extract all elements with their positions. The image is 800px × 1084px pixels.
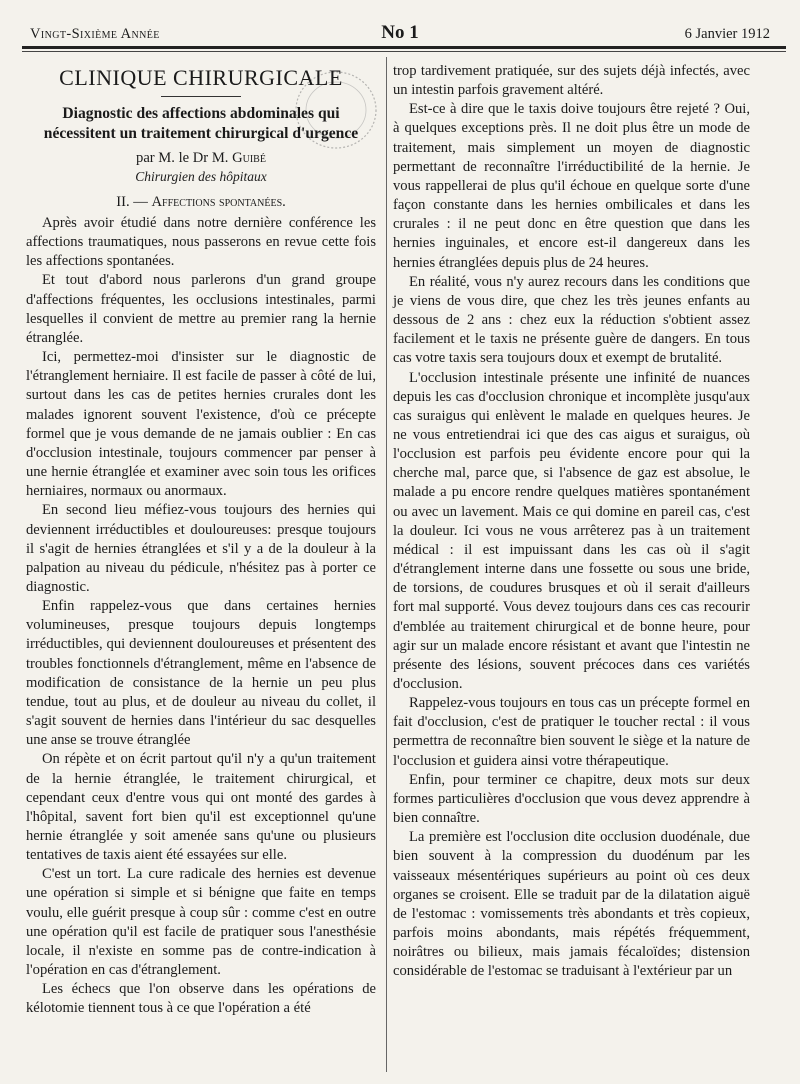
volume-label: Vingt-Sixième Année	[30, 26, 160, 42]
paragraph: Les échecs que l'on observe dans les opérations de kélotomie tiennent tous à ce que l'opération a été	[26, 981, 376, 1017]
byline-prefix: par M. le Dr	[136, 150, 209, 166]
paragraph: Enfin rappelez-vous que dans certaines hernies volumineuses, presque toujours depuis longtemps irréductibles, qui deviennent douloureuses et présentent des troubles fonctionnels d'étranglement, même en l'absence de modification de consistance de la hernie un peu plus tendue, tout au plus, et de douleur au niveau du collet, il s'agit souvent de hernies dans l'intérieur du sac desquelles une anse se trouve étranglée	[26, 598, 376, 749]
header-rule	[22, 46, 786, 49]
author-name: M. Guibé	[211, 150, 266, 166]
paragraph: C'est un tort. La cure radicale des hernies est devenue une opération si simple et si bénigne que faite en temps voulu, elle guérit presque à coup sûr : comme c'est en outre une opération qu'il est facile de pratiquer sous l'anesthésie locale, il n'existe en somme pas de contre-indication à l'opération en cas d'étranglement.	[26, 866, 376, 979]
paragraph: Est-ce à dire que le taxis doive toujours être rejeté ? Oui, à quelques exceptions près. Il ne doit plus être un mode de traitement, mais simplement un moyen de diagnostic permettant de reconnaître l'irréductibilité de la hernie. Je vous rappellerai de plus qu'il échoue en quelque sorte d'une façon constante dans les hernies ombilicales et dans les crurales : il ne peut donc en être question que dans les hernies inguinales, et encore est-il dangereux dans les hernies étranglées depuis plus de 24 heures.	[393, 101, 750, 271]
paragraph: Et tout d'abord nous parlerons d'un grand groupe d'affections fréquentes, les occlusions intestinales, parmi lesquelles il convient de mettre au premier rang la hernie étranglée.	[26, 272, 376, 346]
header-rule-thin	[22, 51, 786, 52]
paragraph: On répète et on écrit partout qu'il n'y a qu'un traitement de la hernie étranglée, le traitement chirurgical, et cependant ceux d'entre vous qui ont monté des gardes à l'hôpital, savent fort bien qu'il est exceptionnel qu'une hernie étranglée y soit amenée sans qu'une ou plusieurs tentatives de taxis aient été essayées sur elle.	[26, 751, 376, 864]
paragraph: L'occlusion intestinale présente une infinité de nuances depuis les cas d'occlusion chronique et incomplète jusqu'aux cas suraigus qui enlèvent le malade en quelques heures. Je ne vous entretiendrai ici que des cas aigus et suraigus, où l'occlusion est parfois peu évidente encore pour qui la cherche mal, parce que, si l'absence de gaz est absolue, le malade a pu encore rendre quelques matières spontanément ou avec un lavement. Mais ce qui domine en pareil cas, c'est la douleur. Ici vous ne vous arrêterez pas à un traitement médical : il est impuissant dans les cas où il s'agit d'étranglement interne dans une fossette ou sous une bride, de torsions, de coudures brusques et où il serait d'ailleurs fort mal supporté. Vous devez toujours dans ces cas recourir d'emblée au traitement chirurgical et de bonne heure, pour agir sur un malade encore résistant et avant que l'intestin ne présente des lésions, souvent précoces dans ces variétés d'occlusion.	[393, 369, 750, 692]
article-title-line-1: Diagnostic des affections abdominales qui	[62, 105, 340, 122]
section-number: II. —	[116, 194, 148, 210]
paragraph: Après avoir étudié dans notre dernière conférence les affections traumatiques, nous passerons en revue cette fois les affections spontanées.	[26, 215, 376, 270]
article-title	[26, 104, 376, 144]
paragraph: Enfin, pour terminer ce chapitre, deux mots sur deux formes particulières d'occlusion que vous devez apprendre à bien connaître.	[393, 771, 750, 827]
author-role: Chirurgien des hôpitaux	[135, 169, 267, 184]
paragraph: Rappelez-vous toujours en tous cas un précepte formel en fait d'occlusion, c'est de pratiquer le toucher rectal : il vous permettra de reconnaître bien souvent le siège et la nature de l'occlusion et guidera ainsi votre thérapeutique.	[393, 695, 750, 769]
column-divider	[386, 57, 387, 1072]
article-title-line-2: nécessitent un traitement chirurgical d'urgence	[43, 125, 359, 142]
issue-date: 6 Janvier 1912	[684, 26, 770, 42]
issue-number: No 1	[381, 22, 419, 43]
section-title: Affections spontanées.	[151, 194, 286, 210]
paragraph: trop tardivement pratiquée, sur des sujets déjà infectés, avec un intestin parfois gravement altéré.	[393, 63, 750, 99]
paragraph: Ici, permettez-moi d'insister sur le diagnostic de l'étranglement herniaire. Il est facile de passer à côté de lui, surtout dans les cas de petites hernies crurales dont les malades ignorent souvent l'existence, d'où ce précepte formel que je vous demande de ne jamais oublier : En cas d'occlusion intestinale, toujours commencer par penser à une hernie étranglée et examiner avec soin tous les orifices herniaires, normaux ou anormaux.	[26, 349, 376, 500]
paragraph: En second lieu méfiez-vous toujours des hernies qui deviennent irréductibles et douloureuses: presque toujours il s'agit de hernies étranglées et s'il y a de la douleur à la palpation au niveau du pédicule, n'hésitez pas à porter ce diagnostic.	[26, 502, 376, 595]
paragraph: La première est l'occlusion dite occlusion duodénale, due bien souvent à la compression du duodénum par les vaisseaux mésentériques supérieurs au point où ces deux organes se croisent. Elle se traduit par de la dilatation aiguë de l'estomac : vomissements très abondants et très copieux, parfois moins abondants, mais répétés fréquemment, noirâtres ou bilieux, mais jamais fécaloïdes; distension considérable de l'estomac se traduisant à l'extérieur par un	[393, 829, 750, 980]
rubric-heading: CLINIQUE CHIRURGICALE	[59, 65, 343, 90]
left-column	[26, 62, 376, 1019]
right-column	[393, 62, 750, 982]
rubric-rule	[161, 96, 241, 97]
page-header	[30, 22, 770, 46]
section-heading	[26, 193, 376, 212]
paragraph: En réalité, vous n'y aurez recours dans les conditions que je viens de vous dire, que chez les très jeunes enfants au dessous de 2 ans : chez eux la réduction s'obtient assez facilement et le taxis ne présente guère de dangers. En tous cas votre taxis sera toujours doux et exempt de brutalité.	[393, 273, 750, 367]
byline	[26, 149, 376, 168]
